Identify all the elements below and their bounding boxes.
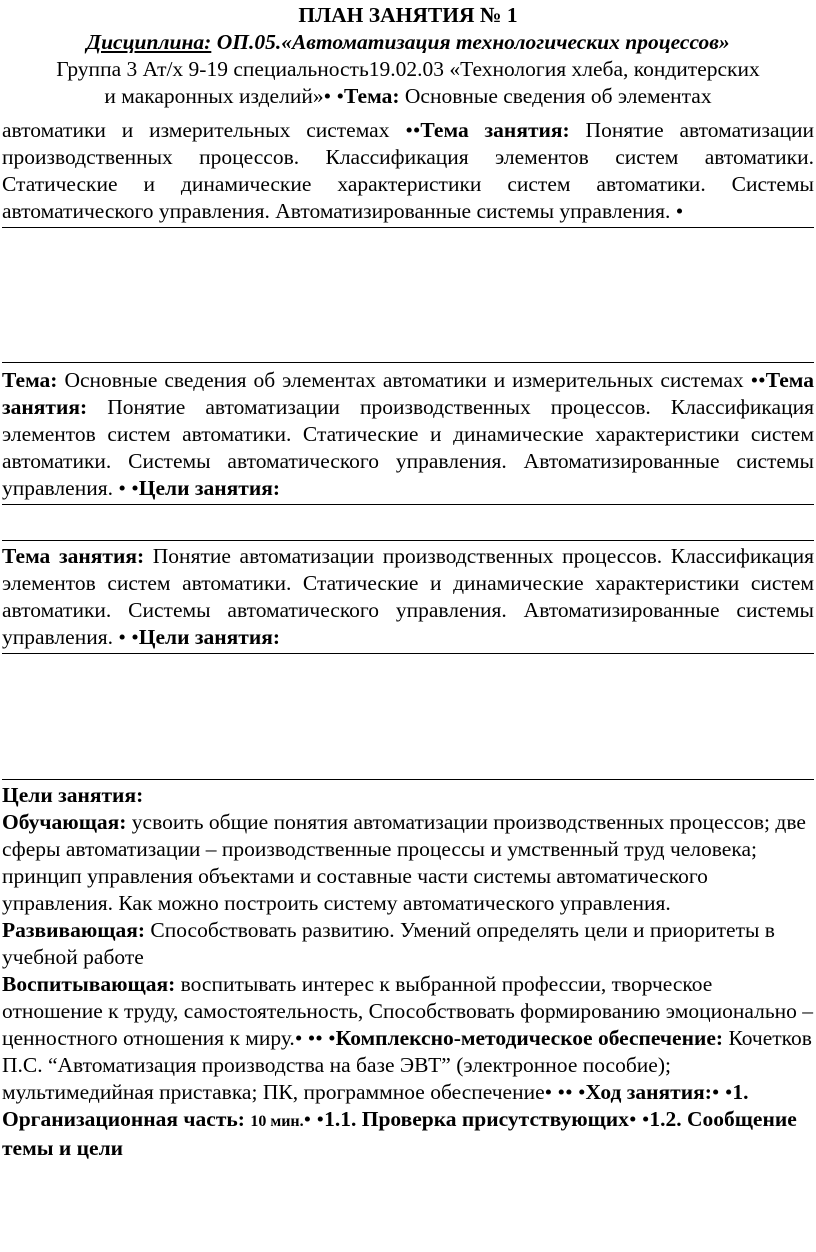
bullet-mark: • <box>675 199 684 223</box>
bullet-marks: •• <box>405 118 421 142</box>
bullet-marks: • • <box>711 1080 733 1104</box>
tema-zan-text: Понятие автоматизации производственных процессов. Классификация элементов систем автоматики. Статические и динамические характеристики систем автоматики. Системы автоматического управления. Автоматизированные системы управления. <box>2 544 814 649</box>
group-line-2 <box>2 83 814 110</box>
divider <box>2 653 814 654</box>
bullet-marks: • •• • <box>294 1026 336 1050</box>
block1-paragraph <box>2 117 814 225</box>
divider <box>2 227 814 228</box>
group-text: и макаронных изделий» <box>104 84 324 108</box>
block2-paragraph <box>2 367 814 502</box>
divider <box>2 540 814 541</box>
edu-text: воспитывать интерес к выбранной профессии, творческое отношение к труду, самостоятельность, Способствовать формированию эмоционально – ценностного отношения к миру. <box>2 972 814 1050</box>
tema-zan-label: Тема занятия: <box>420 118 570 142</box>
tema-zan-label: Тема занятия: <box>2 368 814 419</box>
bullet-marks: • • <box>118 476 139 500</box>
discipline-line <box>2 29 814 56</box>
divider <box>2 504 814 505</box>
goals-label: Цели занятия: <box>138 476 281 500</box>
tema-label: Тема: <box>344 84 400 108</box>
dev-label: Развивающая: <box>2 918 146 942</box>
divider <box>2 362 814 363</box>
block3-paragraph <box>2 543 814 651</box>
goals-heading <box>2 782 814 809</box>
bullet-marks: • • <box>323 84 345 108</box>
hod-label: Ход занятия: <box>585 1080 712 1104</box>
bullet-marks: • • <box>303 1107 325 1131</box>
bullet-marks: • • <box>118 625 139 649</box>
time-label: 10 мин. <box>250 1113 304 1130</box>
bullet-marks: • • <box>628 1107 650 1131</box>
check-label: 1.1. Проверка присутствующих <box>324 1107 629 1131</box>
group-line-1: Группа 3 Ат/х 9-19 специальность19.02.03 «Технология хлеба, кондитерских <box>56 57 760 81</box>
page-title: ПЛАН ЗАНЯТИЯ № 1 <box>298 3 518 27</box>
tema-text: Основные сведения об элементах автоматики и измерительных системах <box>57 368 751 392</box>
dev-paragraph <box>2 917 814 971</box>
teach-text: усвоить общие понятия автоматизации производственных процессов; две сферы автоматизации – производственные процессы и умственный труд человека; принцип управления объектами и составные части системы автоматического управления. Как можно построить систему автоматического управления. <box>2 810 806 915</box>
tema-label: Тема: <box>2 368 58 392</box>
discipline-label: Дисциплина: <box>86 30 212 54</box>
complex-text: Кочетков П.С. “Автоматизация производства на базе ЭВТ” (электронное пособие); мультимедийная приставка; ПК, программное обеспечение <box>2 1026 812 1104</box>
dev-text: Способствовать развитию. Умений определять цели и приоритеты в учебной работе <box>2 918 775 969</box>
tema-text: Основные сведения об элементах <box>399 84 712 108</box>
divider <box>2 779 814 780</box>
msg-label: 1.2. Сообщение темы и цели <box>2 1107 797 1160</box>
goals-heading-text: Цели занятия: <box>2 783 144 807</box>
bullet-marks: • •• • <box>544 1080 586 1104</box>
edu-label: Воспитывающая: <box>2 972 176 996</box>
document-page <box>0 2 816 1252</box>
block1-lead: автоматики и измерительных системах <box>2 118 406 142</box>
teach-label: Обучающая: <box>2 810 127 834</box>
tema-zan-text: Понятие автоматизации производственных процессов. Классификация элементов систем автоматики. Статические и динамические характеристики систем автоматики. Системы автоматического управления. Автоматизированные системы управления. <box>2 118 815 223</box>
edu-paragraph <box>2 971 814 1162</box>
teach-paragraph <box>2 809 814 917</box>
tema-zan-text: Понятие автоматизации производственных процессов. Классификация элементов систем автоматики. Статические и динамические характеристики систем автоматики. Системы автоматического управления. Автоматизированные системы управления. <box>2 395 814 500</box>
discipline-value: ОП.05.«Автоматизация технологических процессов» <box>211 30 730 54</box>
tema-zan-label: Тема занятия: <box>2 544 145 568</box>
bullet-marks: •• <box>750 368 766 392</box>
goals-label: Цели занятия: <box>138 625 281 649</box>
complex-label: Комплексно-методическое обеспечение: <box>335 1026 724 1050</box>
org-label: 1. Организационная часть: <box>2 1080 749 1131</box>
